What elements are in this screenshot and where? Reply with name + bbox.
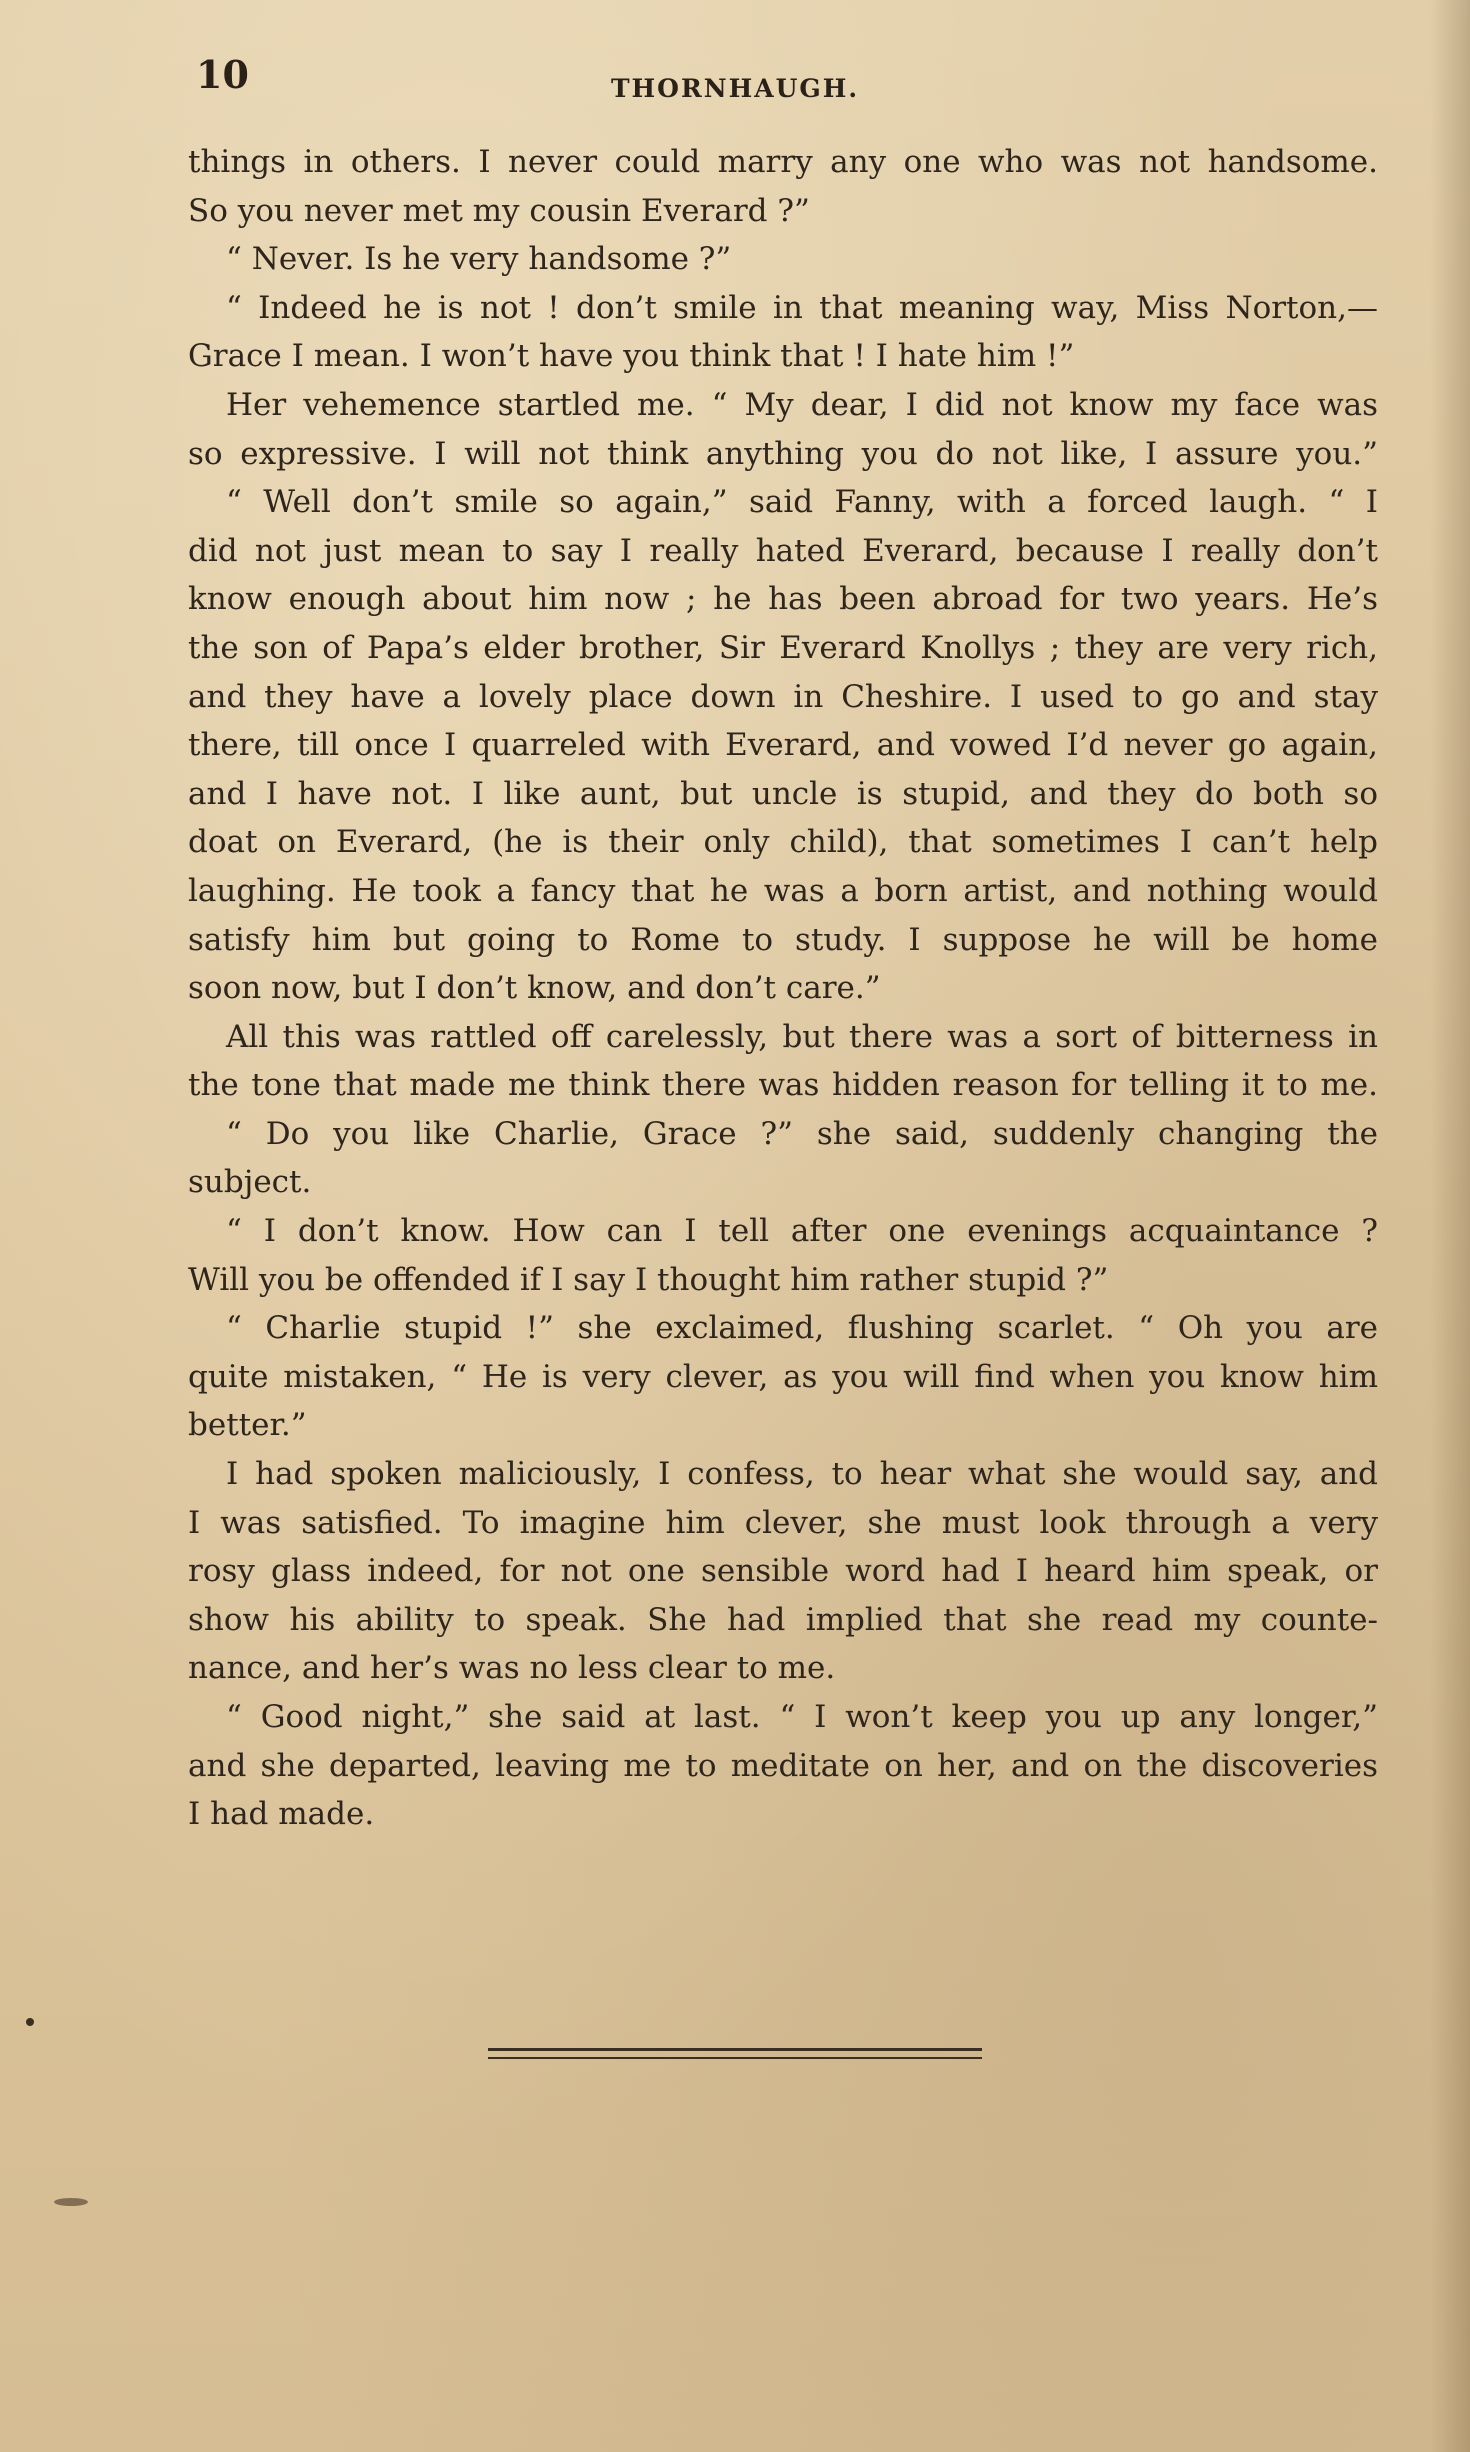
text-line: All this was rattled off carelessly, but there was a sort of bitterness in (226, 1018, 1378, 1055)
text-line: Will you be offended if I say I thought him rather stupid ?” (188, 1261, 1109, 1298)
page-edge-shadow (1430, 0, 1470, 2452)
text-line: the tone that made me think there was hidden reason for telling it to me. (188, 1067, 1378, 1104)
text-line: the son of Papa’s elder brother, Sir Everard Knollys ; they are very rich, (188, 629, 1378, 666)
end-of-chapter-rule (488, 2048, 982, 2059)
page-number: 10 (196, 52, 249, 97)
body-text (188, 138, 1378, 1839)
text-line: So you never met my cousin Everard ?” (188, 192, 810, 229)
text-line: better.” (188, 1407, 307, 1444)
text-line: satisfy him but going to Rome to study. I suppose he will be home (188, 921, 1378, 958)
text-line: and I have not. I like aunt, but uncle is stupid, and they do both so (188, 775, 1378, 812)
text-line: “ Charlie stupid !” she exclaimed, flushing scarlet. “ Oh you are (226, 1310, 1378, 1347)
text-line: Grace I mean. I won’t have you think that ! I hate him !” (188, 338, 1075, 375)
text-line: and they have a lovely place down in Cheshire. I used to go and stay (188, 678, 1378, 715)
text-line: soon now, but I don’t know, and don’t care.” (188, 970, 881, 1007)
text-line: there, till once I quarreled with Everard, and vowed I’d never go again, (188, 727, 1378, 764)
rule-line-top (488, 2048, 982, 2051)
text-line: quite mistaken, “ He is very clever, as you will find when you know him (188, 1358, 1378, 1395)
text-line: “ Good night,” she said at last. “ I won’t keep you up any longer,” (226, 1699, 1378, 1735)
text-line: and she departed, leaving me to meditate on her, and on the discoveries (188, 1747, 1378, 1784)
text-line: I had spoken maliciously, I confess, to hear what she would say, and (226, 1456, 1378, 1493)
text-line: I had made. (188, 1796, 375, 1833)
text-line: nance, and her’s was no less clear to me. (188, 1650, 836, 1687)
text-line: I was satisfied. To imagine him clever, she must look through a very (188, 1504, 1378, 1541)
running-title: THORNHAUGH. (610, 74, 860, 103)
text-line: “ I don’t know. How can I tell after one evenings acquaintance ? (226, 1213, 1378, 1250)
text-line: “ Well don’t smile so again,” said Fanny, with a forced laugh. “ I (226, 484, 1378, 521)
text-line: “ Indeed he is not ! don’t smile in that meaning way, Miss Norton,— (226, 289, 1378, 326)
text-line: subject. (188, 1164, 312, 1201)
text-line: doat on Everard, (he is their only child), that sometimes I can’t help (188, 824, 1378, 861)
text-line: “ Never. Is he very handsome ?” (226, 241, 732, 278)
text-line: so expressive. I will not think anything you do not like, I assure you.” (188, 435, 1378, 472)
text-line: laughing. He took a fancy that he was a born artist, and nothing would (188, 872, 1378, 909)
text-line: show his ability to speak. She had implied that she read my counte- (188, 1601, 1378, 1638)
text-line: know enough about him now ; he has been abroad for two years. He’s (188, 581, 1378, 618)
rule-line-bottom (488, 2057, 982, 2059)
text-line: rosy glass indeed, for not one sensible word had I heard him speak, or (188, 1553, 1378, 1590)
text-line: “ Do you like Charlie, Grace ?” she said, suddenly changing the (226, 1115, 1378, 1152)
text-line: things in others. I never could marry any one who was not handsome. (188, 144, 1378, 180)
text-line: did not just mean to say I really hated Everard, because I really don’t (188, 532, 1378, 569)
text-line: Her vehemence startled me. “ My dear, I did not know my face was (226, 386, 1378, 423)
ink-smudge (54, 2198, 88, 2206)
ink-speck (26, 2018, 34, 2026)
